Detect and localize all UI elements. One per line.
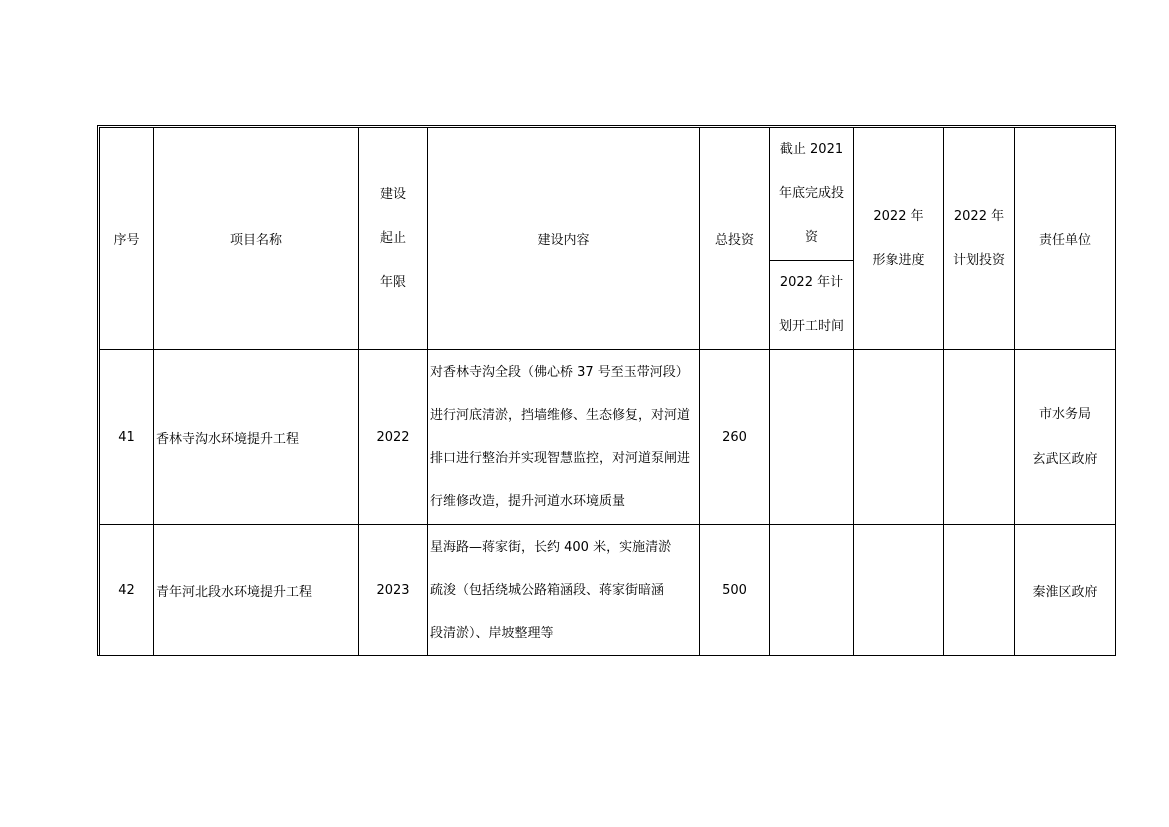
row-planned-invest-2022: [944, 350, 1015, 525]
header-completed-2021: 截止 2021 年底完成投 资: [770, 128, 854, 261]
table-row: [100, 525, 1116, 656]
row-progress-2022: [854, 525, 944, 656]
row-completed-2021: [770, 350, 854, 525]
project-table: [99, 127, 1116, 656]
row-period: 2022: [359, 350, 428, 525]
header-responsible: 责任单位: [1015, 128, 1116, 350]
header-name: 项目名称: [154, 128, 359, 350]
header-planned-start: 2022 年计 划开工时间: [770, 261, 854, 350]
row-planned-invest-2022: [944, 525, 1015, 656]
header-content: 建设内容: [428, 128, 700, 350]
row-responsible: 市水务局 玄武区政府: [1015, 350, 1116, 525]
row-name: 青年河北段水环境提升工程: [154, 525, 359, 656]
row-seq: 42: [100, 525, 154, 656]
row-completed-2021: [770, 525, 854, 656]
row-total: 500: [700, 525, 770, 656]
table-frame: [97, 125, 1116, 656]
row-total: 260: [700, 350, 770, 525]
header-seq: 序号: [100, 128, 154, 350]
row-content: 对香林寺沟全段（佛心桥 37 号至玉带河段） 进行河底清淤，挡墙维修、生态修复，对河道 排口进行整治并实现智慧监控，对河道泵闸进 行维修改造，提升河道水环境质量: [428, 350, 700, 525]
row-responsible: 秦淮区政府: [1015, 525, 1116, 656]
header-progress-2022: 2022 年 形象进度: [854, 128, 944, 350]
header-total-investment: 总投资: [700, 128, 770, 350]
row-name: 香林寺沟水环境提升工程: [154, 350, 359, 525]
row-progress-2022: [854, 350, 944, 525]
table-row: [100, 350, 1116, 525]
header-row: [100, 128, 1116, 261]
row-period: 2023: [359, 525, 428, 656]
header-planned-invest-2022: 2022 年 计划投资: [944, 128, 1015, 350]
row-seq: 41: [100, 350, 154, 525]
row-content: 星海路—蒋家街，长约 400 米，实施清淤 疏浚（包括绕城公路箱涵段、蒋家街暗涵 段清淤）、岸坡整理等: [428, 525, 700, 656]
header-period: 建设 起止 年限: [359, 128, 428, 350]
